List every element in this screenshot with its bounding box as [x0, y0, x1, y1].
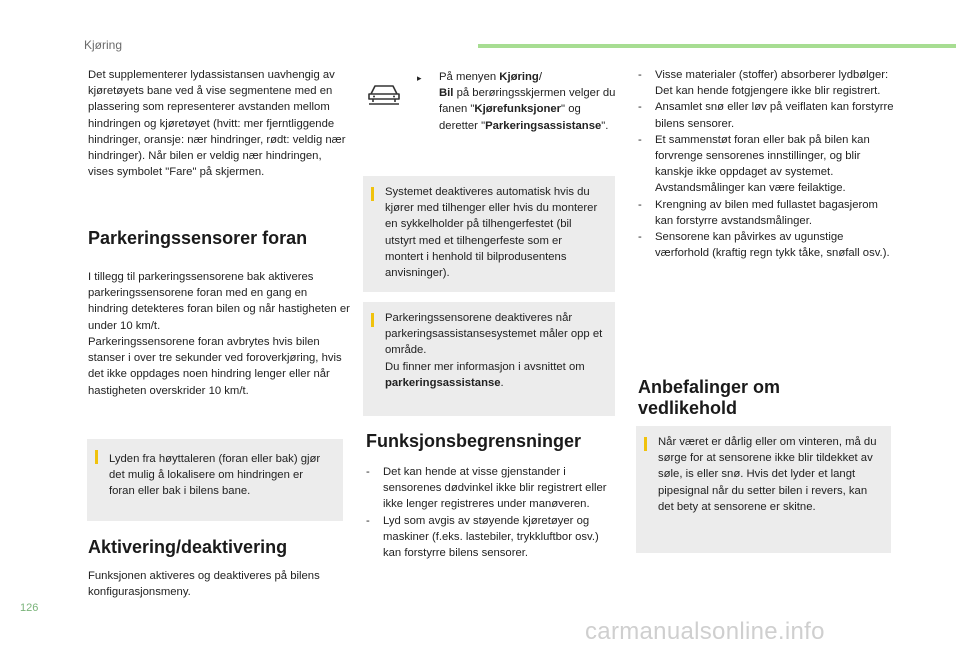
menu-bold-kjorefunksjoner: Kjørefunksjoner — [474, 103, 562, 116]
note-park-assist-line-1: Parkeringssensorene deaktiveres når parkeringsassistansesystemet måler opp et område. — [385, 312, 603, 357]
note-park-assist-bold: parkeringsassistanse — [385, 376, 501, 389]
heading-front-sensors: Parkeringssensorer foran — [88, 228, 308, 248]
list-item: - Visse materialer (stoffer) absorberer lydbølger: Det kan hende fotgjengere ikke blir registrert. — [638, 67, 894, 99]
note-park-assist-line-2: Du finner mer informasjon i avsnittet om — [385, 360, 585, 373]
menu-bold-kjoring: Kjøring — [499, 71, 539, 83]
watermark: carmanualsonline.info — [585, 618, 825, 645]
note-maintenance-text: Når været er dårlig eller om vinteren, må du sørge for at sensorene ikke blir tildekket av søle, is eller snø. Hvis det lyder et langt pipesignal når du setter bilen i revers, kan det bety at sensorene er skitne. — [658, 436, 877, 513]
note-speaker — [87, 439, 343, 521]
triangle-bullet-icon: ▸ — [417, 73, 422, 83]
page-number: 126 — [20, 602, 39, 614]
list-item: - Sensorene kan påvirkes av ugunstige værforhold (kraftig regn tykk tåke, snøfall osv.). — [638, 229, 894, 261]
limitations-list-1 — [366, 464, 614, 561]
note-park-assist-text — [385, 310, 603, 391]
note-park-assist-end: . — [500, 376, 504, 389]
menu-bold-bil: Bil — [439, 87, 454, 100]
front-sensors-paragraph-1: I tillegg til parkeringssensorene bak aktiveres parkeringssensorene foran med en gang en hindring detekteres foran bilen og når hastigheten er under 10 km/t. — [88, 271, 350, 332]
menu-text-1: På menyen — [439, 71, 500, 83]
note-auto-deactivation — [363, 176, 615, 292]
front-sensors-paragraph-2: Parkeringssensorene foran avbrytes hvis bilen stanser i over tre sekunder ved foroverkjøring, hvis det ikke oppdages noen hindring lenger eller når hastigheten overskrider 10 km/t. — [88, 336, 342, 397]
header-accent-bar — [478, 44, 956, 48]
list-item: - Lyd som avgis av støyende kjøretøyer og maskiner (f.eks. lastebiler, trykkluftbor osv.) kan forstyrre bilens sensorer. — [366, 513, 614, 562]
list-item: - Ansamlet snø eller løv på veiflaten kan forstyrre bilens sensorer. — [638, 99, 894, 131]
limitations-list-2 — [638, 67, 894, 261]
list-item: - Det kan hende at visse gjenstander i sensorenes dødvinkel ikke blir registrert eller ikke lenger registreres under manøveren. — [366, 464, 614, 513]
menu-instruction — [417, 69, 619, 134]
menu-text-4: " og deretter " — [439, 103, 581, 132]
menu-text-5: ". — [601, 119, 609, 132]
heading-activation: Aktivering/deaktivering — [88, 537, 288, 557]
menu-text-3: på berøringsskjermen velger du fanen " — [439, 87, 616, 116]
note-marker-icon — [371, 313, 374, 327]
note-auto-deactivation-text: Systemet deaktiveres automatisk hvis du kjører med tilhenger eller hvis du monterer en sykkelholder på tilhengerfestet (bil utstyrt med et tilhengerfeste som er montert i henhold til bilprodusentens anvisninger). — [385, 186, 598, 280]
heading-maintenance: Anbefalinger om vedlikehold — [638, 377, 781, 418]
activation-paragraph: Funksjonen aktiveres og deaktiveres på bilens konfigurasjonsmeny. — [88, 570, 320, 599]
list-item: - Et sammenstøt foran eller bak på bilen kan forvrenge sensorenes innstillinger, og blir kanskje ikke oppdaget av systemet. Avstandsmålinger kan være feilaktige. — [638, 132, 894, 197]
note-maintenance — [636, 426, 891, 553]
car-icon — [366, 80, 402, 106]
note-park-assist — [363, 302, 615, 416]
note-marker-icon — [95, 450, 98, 464]
section-title: Kjøring — [84, 38, 123, 52]
intro-paragraph: Det supplementerer lydassistansen uavhengig av kjøretøyets bane ved å vise segmentene med en plassering som representerer avstanden mellom hindringen og kjøretøyet (hvitt: mer fjerntliggende hindringer, oransje: nær hindringer, rødt: veldig nær hindringer). Når bilen er veldig nær hindringen, vises symbolet "Fare" på skjermen. — [88, 69, 346, 179]
note-speaker-text: Lyden fra høyttaleren (foran eller bak) gjør det mulig å lokalisere om hindringen er foran eller bak i bilens bane. — [109, 453, 321, 498]
menu-bold-parkeringsassistanse: Parkeringsassistanse — [485, 119, 602, 132]
note-marker-icon — [371, 187, 374, 201]
heading-limitations: Funksjonsbegrensninger — [366, 431, 582, 451]
menu-text-2: / — [538, 71, 542, 83]
list-item: - Krengning av bilen med fullastet bagasjerom kan forstyrre avstandsmålinger. — [638, 197, 894, 229]
note-marker-icon — [644, 437, 647, 451]
